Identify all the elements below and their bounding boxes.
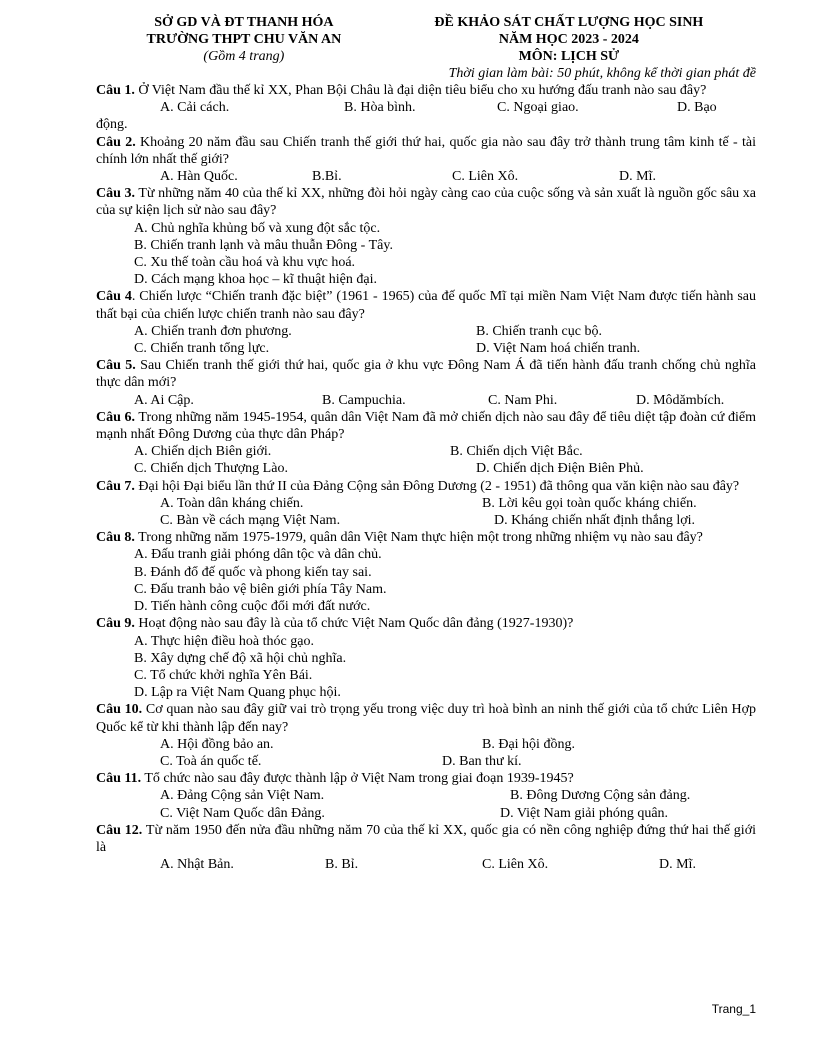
page-number: Trang_1 <box>711 1002 756 1016</box>
question-text: Từ năm 1950 đến nửa đầu những năm 70 của thế kỉ XX, quốc gia có nền công nghiệp đứng thứ hai thế giới là <box>96 822 756 855</box>
option-d[interactable]: D. Việt Nam hoá chiến tranh. <box>476 341 641 357</box>
exam-title: ĐỀ KHẢO SÁT CHẤT LƯỢNG HỌC SINH <box>434 15 704 30</box>
option-a[interactable]: A. Chiến tranh đơn phương. <box>134 323 292 339</box>
header-right <box>382 14 756 65</box>
option-c[interactable]: C. Toà án quốc tế. <box>160 753 262 769</box>
option-d[interactable]: D. Việt Nam giải phóng quân. <box>500 805 669 821</box>
option-d[interactable]: D. Cách mạng khoa học – kĩ thuật hiện đại. <box>134 272 377 288</box>
option-b[interactable]: B. Lời kêu gọi toàn quốc kháng chiến. <box>482 495 697 511</box>
options-row <box>96 99 756 116</box>
option-d[interactable]: D. Ban thư kí. <box>442 753 522 769</box>
option-d[interactable]: D. Tiến hành công cuộc đổi mới đất nước. <box>134 599 371 615</box>
options-row <box>96 805 756 822</box>
option-b[interactable]: B. Campuchia. <box>322 392 406 408</box>
question-text: Khoảng 20 năm đầu sau Chiến tranh thế giới thứ hai, quốc gia nào sau đây trở thành trung tâm kinh tế - tài chính lớn nhất thế giới? <box>96 134 756 167</box>
option-b[interactable]: B. Đại hội đồng. <box>482 736 575 752</box>
question-label: Câu 4 <box>96 289 132 305</box>
option-b[interactable]: B.Bỉ. <box>312 169 342 185</box>
option-c[interactable]: C. Chiến dịch Thượng Lào. <box>134 461 288 477</box>
option-a[interactable]: A. Thực hiện điều hoà thóc gạo. <box>134 633 314 649</box>
option-c[interactable]: C. Liên Xô. <box>482 857 549 873</box>
options-row <box>96 460 756 477</box>
question-12 <box>96 822 756 856</box>
options-row <box>96 392 756 409</box>
option-b[interactable]: B. Đánh đổ đế quốc và phong kiến tay sai. <box>134 564 372 580</box>
page-count: (Gồm 4 trang) <box>203 49 285 64</box>
question-text: Tổ chức nào sau đây được thành lập ở Việt Nam trong giai đoạn 1939-1945? <box>141 771 574 787</box>
question-label: Câu 8. <box>96 530 135 546</box>
options-row <box>96 787 756 804</box>
options-row <box>96 168 756 185</box>
option-c[interactable]: C. Nam Phi. <box>488 392 558 408</box>
option-c[interactable]: C. Đấu tranh bảo vệ biên giới phía Tây Nam. <box>134 581 387 597</box>
time-limit: Thời gian làm bài: 50 phút, không kể thời gian phát đề <box>448 66 756 81</box>
school-name: TRƯỜNG THPT CHU VĂN AN <box>146 32 342 47</box>
options-row <box>96 736 756 753</box>
question-8 <box>96 529 756 546</box>
question-11 <box>96 770 756 787</box>
question-4 <box>96 288 756 322</box>
option-d[interactable]: D. Mĩ. <box>659 857 696 873</box>
subject: MÔN: LỊCH SỬ <box>518 49 620 64</box>
option-b[interactable]: B. Chiến tranh cục bộ. <box>476 323 602 339</box>
question-1 <box>96 82 756 99</box>
option-d[interactable]: D. Mĩ. <box>619 169 656 185</box>
options-row <box>96 856 756 873</box>
question-5 <box>96 357 756 391</box>
question-text: Đại hội Đại biểu lần thứ II của Đảng Cộng sản Đông Dương (2 - 1951) đã thông qua văn kiện nào sau đây? <box>134 478 740 494</box>
option-a[interactable]: A. Nhật Bản. <box>160 857 234 873</box>
question-label: Câu 10. <box>96 702 143 718</box>
exam-page <box>96 14 756 873</box>
question-text: Hoạt động nào sau đây là của tổ chức Việt Nam Quốc dân đảng (1927-1930)? <box>134 616 574 632</box>
option-d[interactable]: D. Kháng chiến nhất định thắng lợi. <box>494 513 696 529</box>
option-c[interactable]: C. Chiến tranh tổng lực. <box>134 341 270 357</box>
options-row <box>96 512 756 529</box>
question-label: Câu 9. <box>96 616 135 632</box>
question-text: Ở Việt Nam đầu thế kỉ XX, Phan Bội Châu là đại diện tiêu biểu cho xu hướng đấu tranh nào sau đây? <box>134 83 707 98</box>
options-row <box>96 443 756 460</box>
header-left <box>106 14 382 65</box>
question-text: . Chiến lược “Chiến tranh đặc biệt” (1961 - 1965) của đế quốc Mĩ tại miền Nam Việt Nam được tiến hành sau thất bại của chiến lược chiến tranh nào sau đây? <box>96 289 756 322</box>
option-d[interactable]: D. Bạo <box>677 100 717 116</box>
question-label: Câu 6. <box>96 409 136 425</box>
option-c[interactable]: C. Tổ chức khởi nghĩa Yên Bái. <box>134 667 313 683</box>
question-text: Cơ quan nào sau đây giữ vai trò trọng yếu trong việc duy trì hoà bình an ninh thế giới của tổ chức Liên Hợp Quốc kể từ khi thành lập đến nay? <box>96 702 756 735</box>
option-b[interactable]: B. Bỉ. <box>325 857 359 873</box>
question-label: Câu 1. <box>96 83 135 98</box>
question-label: Câu 5. <box>96 358 136 374</box>
exam-header <box>96 14 756 65</box>
question-label: Câu 7. <box>96 478 135 494</box>
option-b[interactable]: B. Chiến tranh lạnh và mâu thuẫn Đông - Tây. <box>134 237 393 253</box>
question-10 <box>96 701 756 735</box>
option-c[interactable]: C. Việt Nam Quốc dân Đảng. <box>160 805 325 821</box>
option-c[interactable]: C. Bàn về cách mạng Việt Nam. <box>160 513 341 529</box>
option-a[interactable]: A. Cải cách. <box>160 100 230 116</box>
option-a[interactable]: A. Toàn dân kháng chiến. <box>160 495 304 511</box>
school-year: NĂM HỌC 2023 - 2024 <box>498 32 639 47</box>
question-text: Từ những năm 40 của thế kỉ XX, những đòi hỏi ngày càng cao của cuộc sống và sản xuất là nguồn gốc sâu xa của sự kiện lịch sử nào sau đây? <box>96 186 756 219</box>
question-text: Trong những năm 1945-1954, quân dân Việt Nam đã mở chiến dịch nào sau đây để tiêu diệt tập đoàn cứ điểm mạnh nhất Đông Dương của thực dân Pháp? <box>96 409 756 443</box>
option-c[interactable]: C. Ngoại giao. <box>497 100 579 116</box>
option-d[interactable]: D. Chiến dịch Điện Biên Phủ. <box>476 461 644 477</box>
question-label: Câu 2. <box>96 134 136 150</box>
option-c[interactable]: C. Xu thế toàn cầu hoá và khu vực hoá. <box>134 255 356 271</box>
option-a[interactable]: A. Ai Cập. <box>134 392 194 408</box>
department-name: SỞ GD VÀ ĐT THANH HÓA <box>154 15 334 30</box>
option-a[interactable]: A. Hàn Quốc. <box>160 169 238 185</box>
option-b[interactable]: B. Chiến dịch Việt Bắc. <box>450 444 583 460</box>
question-3 <box>96 185 756 219</box>
question-2 <box>96 134 756 168</box>
question-9 <box>96 615 756 632</box>
options-row <box>96 753 756 770</box>
options-row <box>96 495 756 512</box>
question-7 <box>96 478 756 495</box>
option-a[interactable]: A. Chiến dịch Biên giới. <box>134 444 272 460</box>
question-label: Câu 3. <box>96 186 136 202</box>
question-6 <box>96 409 756 443</box>
options-row <box>96 340 756 357</box>
option-d-continuation: động. <box>96 117 128 133</box>
question-text: Sau Chiến tranh thế giới thứ hai, quốc gia ở khu vực Đông Nam Á đã tiến hành đấu tranh chống chủ nghĩa thực dân mới? <box>96 358 756 391</box>
option-c[interactable]: C. Liên Xô. <box>452 169 519 185</box>
option-d[interactable]: D. Lập ra Việt Nam Quang phục hội. <box>134 685 341 701</box>
option-a[interactable]: A. Đấu tranh giải phóng dân tộc và dân chủ. <box>134 547 382 563</box>
options-row <box>96 323 756 340</box>
option-b[interactable]: B. Xây dựng chế độ xã hội chủ nghĩa. <box>134 650 347 666</box>
option-d[interactable]: D. Môdămbích. <box>636 392 725 408</box>
option-a[interactable]: A. Chủ nghĩa khủng bố và xung đột sắc tộc. <box>134 220 381 236</box>
option-b[interactable]: B. Đông Dương Cộng sản đảng. <box>510 788 691 804</box>
option-b[interactable]: B. Hòa bình. <box>344 100 416 116</box>
question-label: Câu 12. <box>96 822 143 838</box>
option-a[interactable]: A. Hội đồng bảo an. <box>160 736 274 752</box>
question-label: Câu 11. <box>96 771 142 787</box>
option-a[interactable]: A. Đảng Cộng sản Việt Nam. <box>160 788 325 804</box>
question-text: Trong những năm 1975-1979, quân dân Việt Nam thực hiện một trong những nhiệm vụ nào sau đây? <box>134 530 703 546</box>
